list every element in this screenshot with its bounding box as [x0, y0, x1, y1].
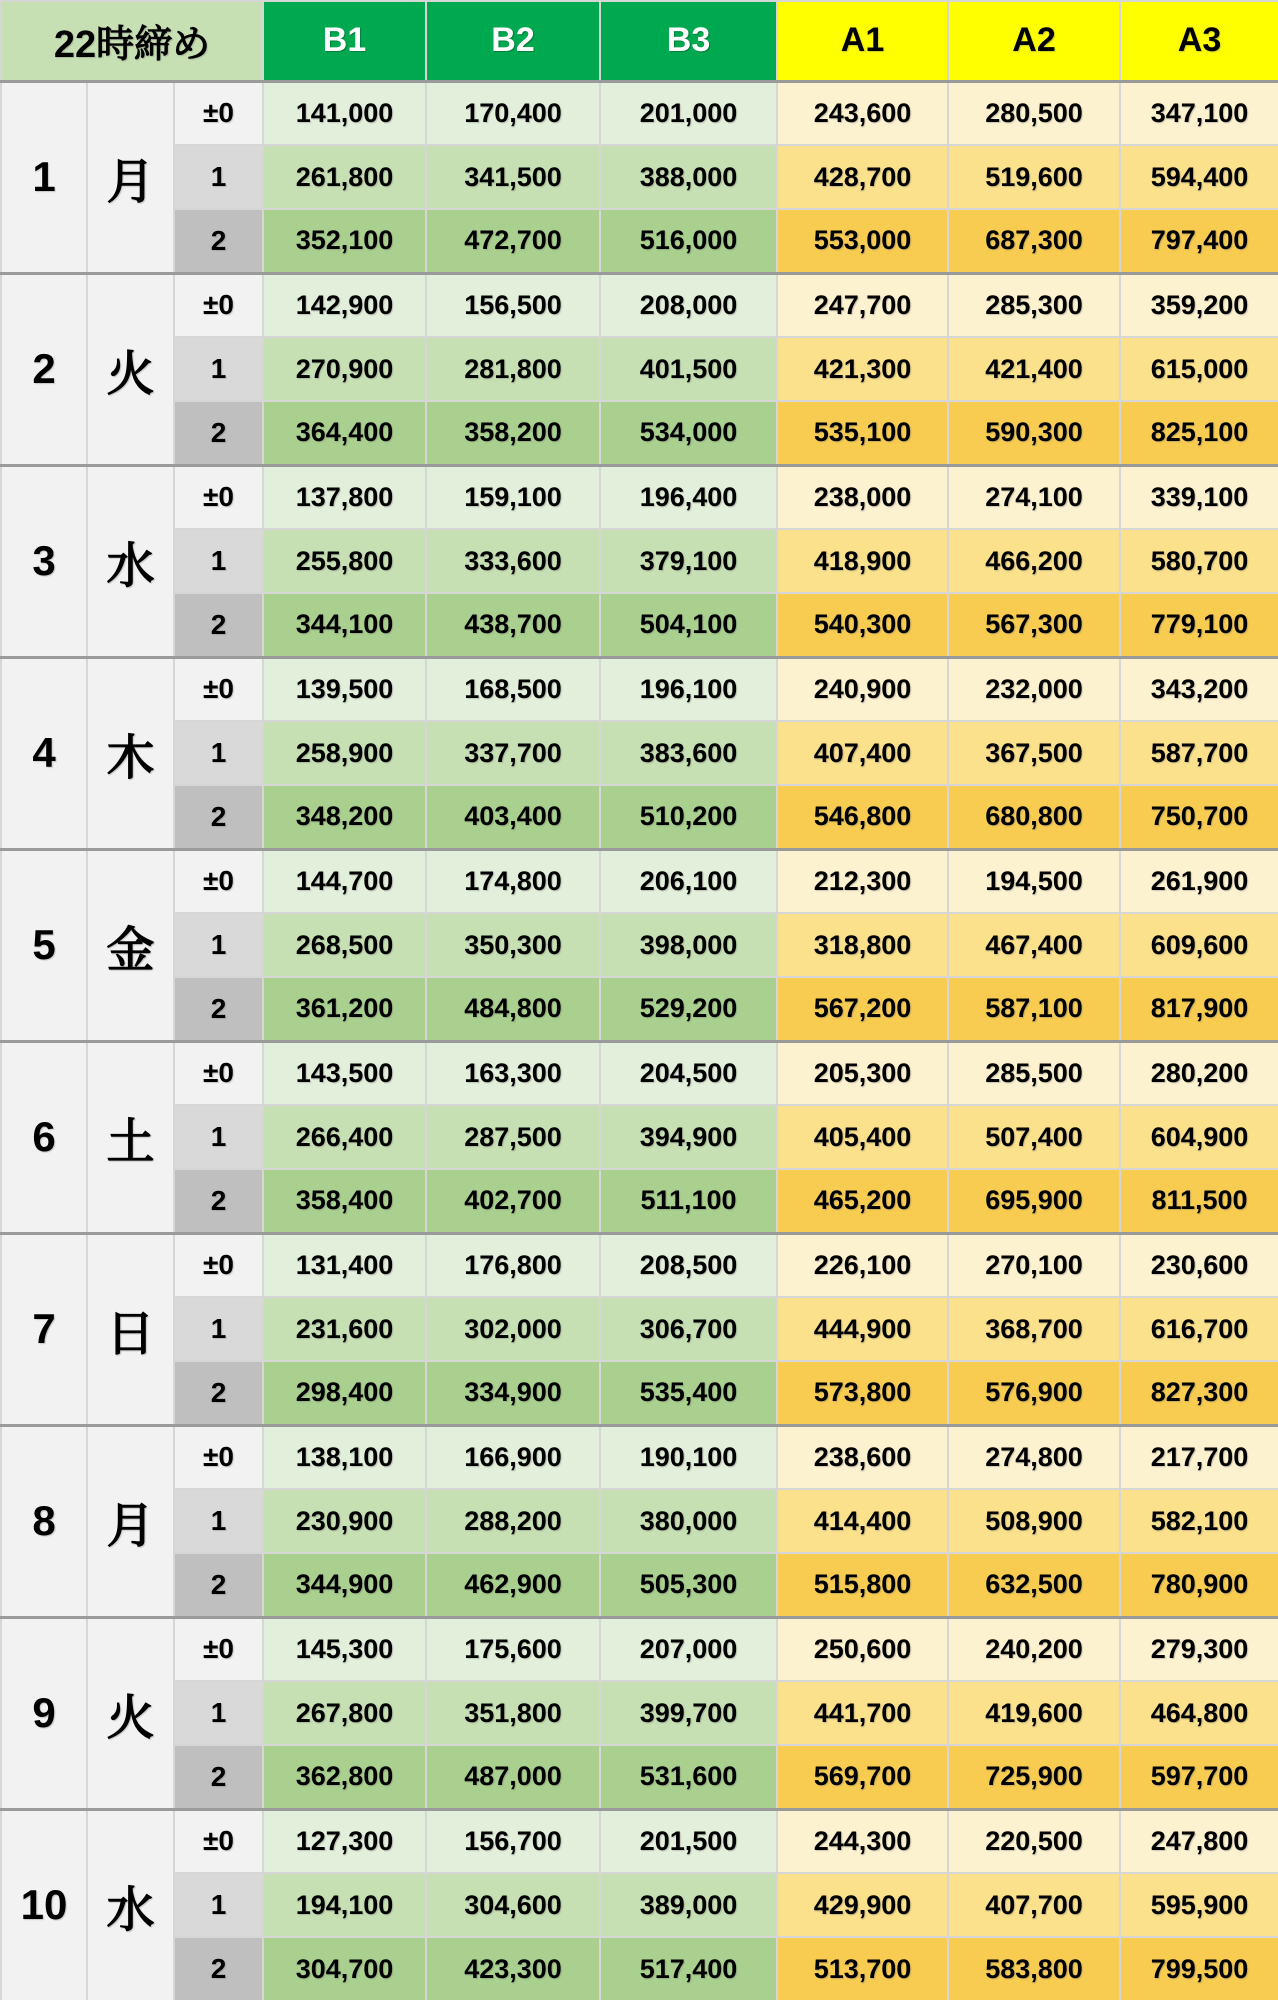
day-number: 10: [1, 1809, 87, 2000]
col-header-b3: B3: [600, 1, 777, 81]
value-cell-A2: 274,800: [948, 1425, 1120, 1489]
value-cell-A2: 285,500: [948, 1041, 1120, 1105]
value-cell-B3: 516,000: [600, 209, 777, 273]
value-cell-B1: 298,400: [263, 1361, 426, 1425]
day-kanji: 水: [87, 465, 174, 657]
day-3-row-2: [1, 593, 1278, 657]
value-cell-B1: 361,200: [263, 977, 426, 1041]
value-cell-B2: 358,200: [426, 401, 600, 465]
offset-label: ±0: [174, 1233, 263, 1297]
value-cell-B3: 201,000: [600, 81, 777, 145]
value-cell-A3: 359,200: [1120, 273, 1278, 337]
value-cell-A2: 567,300: [948, 593, 1120, 657]
value-cell-B3: 306,700: [600, 1297, 777, 1361]
value-cell-B1: 266,400: [263, 1105, 426, 1169]
offset-label: ±0: [174, 1041, 263, 1105]
value-cell-B2: 350,300: [426, 913, 600, 977]
value-cell-B2: 288,200: [426, 1489, 600, 1553]
offset-label: 2: [174, 1937, 263, 2000]
value-cell-B2: 438,700: [426, 593, 600, 657]
value-cell-B2: 423,300: [426, 1937, 600, 2000]
value-cell-A3: 779,100: [1120, 593, 1278, 657]
day-kanji: 月: [87, 81, 174, 273]
col-header-a1: A1: [777, 1, 948, 81]
day-10-row-2: [1, 1937, 1278, 2000]
value-cell-A2: 270,100: [948, 1233, 1120, 1297]
value-cell-A2: 687,300: [948, 209, 1120, 273]
value-cell-B2: 402,700: [426, 1169, 600, 1233]
value-cell-B1: 268,500: [263, 913, 426, 977]
value-cell-A2: 467,400: [948, 913, 1120, 977]
offset-label: 1: [174, 145, 263, 209]
value-cell-B1: 194,100: [263, 1873, 426, 1937]
value-cell-A1: 243,600: [777, 81, 948, 145]
value-cell-B1: 352,100: [263, 209, 426, 273]
value-cell-B3: 207,000: [600, 1617, 777, 1681]
col-header-b1: B1: [263, 1, 426, 81]
value-cell-B2: 403,400: [426, 785, 600, 849]
day-9-row-2: [1, 1745, 1278, 1809]
offset-label: ±0: [174, 849, 263, 913]
offset-label: ±0: [174, 657, 263, 721]
value-cell-A1: 515,800: [777, 1553, 948, 1617]
value-cell-B3: 380,000: [600, 1489, 777, 1553]
day-5-row-2: [1, 977, 1278, 1041]
table-title: 22時締め: [1, 1, 263, 81]
day-kanji: 土: [87, 1041, 174, 1233]
day-kanji: 火: [87, 1617, 174, 1809]
value-cell-A1: 205,300: [777, 1041, 948, 1105]
value-cell-B1: 142,900: [263, 273, 426, 337]
value-cell-A3: 582,100: [1120, 1489, 1278, 1553]
value-cell-A1: 441,700: [777, 1681, 948, 1745]
offset-label: ±0: [174, 1425, 263, 1489]
value-cell-B1: 145,300: [263, 1617, 426, 1681]
value-cell-B1: 139,500: [263, 657, 426, 721]
value-cell-A1: 407,400: [777, 721, 948, 785]
value-cell-B3: 394,900: [600, 1105, 777, 1169]
value-cell-A3: 797,400: [1120, 209, 1278, 273]
offset-label: 2: [174, 593, 263, 657]
value-cell-B2: 472,700: [426, 209, 600, 273]
value-cell-A3: 347,100: [1120, 81, 1278, 145]
offset-label: 2: [174, 1169, 263, 1233]
day-1-row-2: [1, 209, 1278, 273]
value-cell-A2: 240,200: [948, 1617, 1120, 1681]
value-cell-A3: 780,900: [1120, 1553, 1278, 1617]
value-cell-B1: 138,100: [263, 1425, 426, 1489]
value-cell-A1: 212,300: [777, 849, 948, 913]
value-cell-A1: 465,200: [777, 1169, 948, 1233]
value-cell-A2: 220,500: [948, 1809, 1120, 1873]
value-cell-A3: 817,900: [1120, 977, 1278, 1041]
value-cell-A1: 240,900: [777, 657, 948, 721]
value-cell-A3: 616,700: [1120, 1297, 1278, 1361]
value-cell-A2: 367,500: [948, 721, 1120, 785]
value-cell-A1: 247,700: [777, 273, 948, 337]
day-5-row-0: [1, 849, 1278, 913]
value-cell-A3: 339,100: [1120, 465, 1278, 529]
value-cell-A3: 594,400: [1120, 145, 1278, 209]
value-cell-B2: 337,700: [426, 721, 600, 785]
offset-label: 2: [174, 401, 263, 465]
day-9-row-0: [1, 1617, 1278, 1681]
offset-label: 2: [174, 209, 263, 273]
offset-label: 1: [174, 1489, 263, 1553]
value-cell-B3: 208,000: [600, 273, 777, 337]
value-cell-B1: 362,800: [263, 1745, 426, 1809]
value-cell-B3: 504,100: [600, 593, 777, 657]
value-cell-B1: 358,400: [263, 1169, 426, 1233]
value-cell-B1: 344,900: [263, 1553, 426, 1617]
value-cell-A1: 250,600: [777, 1617, 948, 1681]
table-body: [1, 81, 1278, 2000]
day-8-row-0: [1, 1425, 1278, 1489]
day-number: 5: [1, 849, 87, 1041]
day-10-row-0: [1, 1809, 1278, 1873]
day-1-row-1: [1, 145, 1278, 209]
value-cell-B1: 137,800: [263, 465, 426, 529]
value-cell-A3: 217,700: [1120, 1425, 1278, 1489]
value-cell-B1: 344,100: [263, 593, 426, 657]
day-kanji: 水: [87, 1809, 174, 2000]
value-cell-B3: 401,500: [600, 337, 777, 401]
value-cell-B2: 351,800: [426, 1681, 600, 1745]
col-header-b2: B2: [426, 1, 600, 81]
value-cell-A1: 405,400: [777, 1105, 948, 1169]
value-cell-A1: 414,400: [777, 1489, 948, 1553]
value-cell-A1: 226,100: [777, 1233, 948, 1297]
value-cell-B3: 534,000: [600, 401, 777, 465]
day-6-row-1: [1, 1105, 1278, 1169]
value-cell-A1: 567,200: [777, 977, 948, 1041]
day-number: 1: [1, 81, 87, 273]
value-cell-B3: 511,100: [600, 1169, 777, 1233]
value-cell-A1: 540,300: [777, 593, 948, 657]
value-cell-A2: 590,300: [948, 401, 1120, 465]
value-cell-A3: 580,700: [1120, 529, 1278, 593]
value-cell-B3: 535,400: [600, 1361, 777, 1425]
value-cell-B2: 287,500: [426, 1105, 600, 1169]
value-cell-B2: 281,800: [426, 337, 600, 401]
value-cell-A3: 279,300: [1120, 1617, 1278, 1681]
value-cell-A1: 513,700: [777, 1937, 948, 2000]
value-cell-A3: 609,600: [1120, 913, 1278, 977]
offset-label: 2: [174, 1553, 263, 1617]
value-cell-A1: 429,900: [777, 1873, 948, 1937]
value-cell-A1: 421,300: [777, 337, 948, 401]
value-cell-A1: 428,700: [777, 145, 948, 209]
day-number: 9: [1, 1617, 87, 1809]
value-cell-A3: 261,900: [1120, 849, 1278, 913]
value-cell-B3: 196,100: [600, 657, 777, 721]
value-cell-B1: 364,400: [263, 401, 426, 465]
value-cell-A2: 680,800: [948, 785, 1120, 849]
value-cell-B2: 487,000: [426, 1745, 600, 1809]
value-cell-A3: 595,900: [1120, 1873, 1278, 1937]
offset-label: 2: [174, 1745, 263, 1809]
offset-label: 1: [174, 1105, 263, 1169]
value-cell-A1: 238,000: [777, 465, 948, 529]
value-cell-A2: 466,200: [948, 529, 1120, 593]
day-4-row-2: [1, 785, 1278, 849]
value-cell-B1: 143,500: [263, 1041, 426, 1105]
day-1-row-0: [1, 81, 1278, 145]
value-cell-A1: 238,600: [777, 1425, 948, 1489]
value-cell-A3: 811,500: [1120, 1169, 1278, 1233]
value-cell-A3: 343,200: [1120, 657, 1278, 721]
value-cell-B2: 170,400: [426, 81, 600, 145]
offset-label: 1: [174, 1873, 263, 1937]
value-cell-A3: 587,700: [1120, 721, 1278, 785]
value-cell-B3: 206,100: [600, 849, 777, 913]
day-number: 4: [1, 657, 87, 849]
day-3-row-0: [1, 465, 1278, 529]
value-cell-B2: 341,500: [426, 145, 600, 209]
offset-label: 2: [174, 977, 263, 1041]
day-number: 2: [1, 273, 87, 465]
offset-label: ±0: [174, 1809, 263, 1873]
value-cell-B1: 258,900: [263, 721, 426, 785]
value-cell-A2: 368,700: [948, 1297, 1120, 1361]
value-cell-B1: 127,300: [263, 1809, 426, 1873]
day-number: 7: [1, 1233, 87, 1425]
value-cell-A2: 508,900: [948, 1489, 1120, 1553]
day-number: 3: [1, 465, 87, 657]
value-cell-B1: 270,900: [263, 337, 426, 401]
value-cell-B2: 156,700: [426, 1809, 600, 1873]
value-cell-B3: 505,300: [600, 1553, 777, 1617]
value-cell-B2: 159,100: [426, 465, 600, 529]
offset-label: ±0: [174, 1617, 263, 1681]
value-cell-A1: 244,300: [777, 1809, 948, 1873]
value-cell-B3: 398,000: [600, 913, 777, 977]
offset-label: 1: [174, 1681, 263, 1745]
value-cell-A2: 407,700: [948, 1873, 1120, 1937]
value-cell-B1: 255,800: [263, 529, 426, 593]
value-cell-A2: 507,400: [948, 1105, 1120, 1169]
day-2-row-1: [1, 337, 1278, 401]
offset-label: 1: [174, 337, 263, 401]
value-cell-B2: 302,000: [426, 1297, 600, 1361]
day-kanji: 月: [87, 1425, 174, 1617]
value-cell-A2: 274,100: [948, 465, 1120, 529]
value-cell-A1: 535,100: [777, 401, 948, 465]
value-cell-B2: 163,300: [426, 1041, 600, 1105]
value-cell-A3: 825,100: [1120, 401, 1278, 465]
value-cell-B3: 510,200: [600, 785, 777, 849]
value-cell-A2: 285,300: [948, 273, 1120, 337]
col-header-a2: A2: [948, 1, 1120, 81]
day-kanji: 金: [87, 849, 174, 1041]
value-cell-B2: 174,800: [426, 849, 600, 913]
col-header-a3: A3: [1120, 1, 1278, 81]
day-2-row-2: [1, 401, 1278, 465]
value-cell-B3: 201,500: [600, 1809, 777, 1873]
value-cell-B1: 231,600: [263, 1297, 426, 1361]
value-cell-A2: 695,900: [948, 1169, 1120, 1233]
value-cell-B3: 196,400: [600, 465, 777, 529]
offset-label: ±0: [174, 465, 263, 529]
day-9-row-1: [1, 1681, 1278, 1745]
day-8-row-1: [1, 1489, 1278, 1553]
value-cell-B1: 348,200: [263, 785, 426, 849]
value-cell-A2: 632,500: [948, 1553, 1120, 1617]
day-4-row-0: [1, 657, 1278, 721]
value-cell-A2: 421,400: [948, 337, 1120, 401]
value-cell-A1: 318,800: [777, 913, 948, 977]
value-cell-A2: 583,800: [948, 1937, 1120, 2000]
value-cell-B2: 484,800: [426, 977, 600, 1041]
value-cell-B2: 166,900: [426, 1425, 600, 1489]
day-7-row-2: [1, 1361, 1278, 1425]
day-kanji: 木: [87, 657, 174, 849]
value-cell-B1: 261,800: [263, 145, 426, 209]
value-cell-B1: 230,900: [263, 1489, 426, 1553]
value-cell-A3: 827,300: [1120, 1361, 1278, 1425]
value-cell-A3: 230,600: [1120, 1233, 1278, 1297]
value-cell-A3: 604,900: [1120, 1105, 1278, 1169]
day-number: 8: [1, 1425, 87, 1617]
value-cell-A1: 573,800: [777, 1361, 948, 1425]
value-cell-B1: 144,700: [263, 849, 426, 913]
value-cell-B1: 304,700: [263, 1937, 426, 2000]
value-cell-A2: 519,600: [948, 145, 1120, 209]
value-cell-B3: 204,500: [600, 1041, 777, 1105]
day-number: 6: [1, 1041, 87, 1233]
value-cell-B3: 399,700: [600, 1681, 777, 1745]
day-6-row-0: [1, 1041, 1278, 1105]
day-kanji: 火: [87, 273, 174, 465]
offset-label: ±0: [174, 273, 263, 337]
value-cell-A2: 419,600: [948, 1681, 1120, 1745]
value-cell-B2: 334,900: [426, 1361, 600, 1425]
offset-label: ±0: [174, 81, 263, 145]
value-cell-B3: 190,100: [600, 1425, 777, 1489]
value-cell-B2: 168,500: [426, 657, 600, 721]
value-cell-B3: 389,000: [600, 1873, 777, 1937]
value-cell-B3: 531,600: [600, 1745, 777, 1809]
day-6-row-2: [1, 1169, 1278, 1233]
header-row: [1, 1, 1278, 81]
day-3-row-1: [1, 529, 1278, 593]
day-7-row-0: [1, 1233, 1278, 1297]
value-cell-A1: 444,900: [777, 1297, 948, 1361]
day-2-row-0: [1, 273, 1278, 337]
offset-label: 2: [174, 1361, 263, 1425]
value-cell-A3: 464,800: [1120, 1681, 1278, 1745]
value-cell-B2: 333,600: [426, 529, 600, 593]
value-cell-A2: 194,500: [948, 849, 1120, 913]
value-cell-A2: 232,000: [948, 657, 1120, 721]
offset-label: 1: [174, 1297, 263, 1361]
day-7-row-1: [1, 1297, 1278, 1361]
day-10-row-1: [1, 1873, 1278, 1937]
value-cell-B1: 131,400: [263, 1233, 426, 1297]
value-cell-A3: 799,500: [1120, 1937, 1278, 2000]
value-cell-A1: 553,000: [777, 209, 948, 273]
value-cell-B1: 141,000: [263, 81, 426, 145]
value-cell-B1: 267,800: [263, 1681, 426, 1745]
value-cell-A2: 587,100: [948, 977, 1120, 1041]
value-cell-B3: 383,600: [600, 721, 777, 785]
value-cell-B3: 517,400: [600, 1937, 777, 2000]
day-5-row-1: [1, 913, 1278, 977]
value-cell-B3: 388,000: [600, 145, 777, 209]
value-cell-B3: 379,100: [600, 529, 777, 593]
value-cell-B3: 208,500: [600, 1233, 777, 1297]
value-cell-A2: 280,500: [948, 81, 1120, 145]
value-cell-B3: 529,200: [600, 977, 777, 1041]
value-cell-A2: 576,900: [948, 1361, 1120, 1425]
offset-label: 1: [174, 913, 263, 977]
value-cell-A1: 418,900: [777, 529, 948, 593]
value-cell-A3: 615,000: [1120, 337, 1278, 401]
value-cell-B2: 156,500: [426, 273, 600, 337]
day-8-row-2: [1, 1553, 1278, 1617]
day-4-row-1: [1, 721, 1278, 785]
day-kanji: 日: [87, 1233, 174, 1425]
value-cell-A2: 725,900: [948, 1745, 1120, 1809]
offset-label: 2: [174, 785, 263, 849]
value-cell-A3: 750,700: [1120, 785, 1278, 849]
value-cell-B2: 462,900: [426, 1553, 600, 1617]
value-cell-B2: 304,600: [426, 1873, 600, 1937]
offset-label: 1: [174, 529, 263, 593]
value-cell-A1: 546,800: [777, 785, 948, 849]
value-cell-B2: 175,600: [426, 1617, 600, 1681]
value-cell-A3: 247,800: [1120, 1809, 1278, 1873]
value-cell-A3: 597,700: [1120, 1745, 1278, 1809]
value-cell-A1: 569,700: [777, 1745, 948, 1809]
value-cell-B2: 176,800: [426, 1233, 600, 1297]
offset-label: 1: [174, 721, 263, 785]
value-cell-A3: 280,200: [1120, 1041, 1278, 1105]
